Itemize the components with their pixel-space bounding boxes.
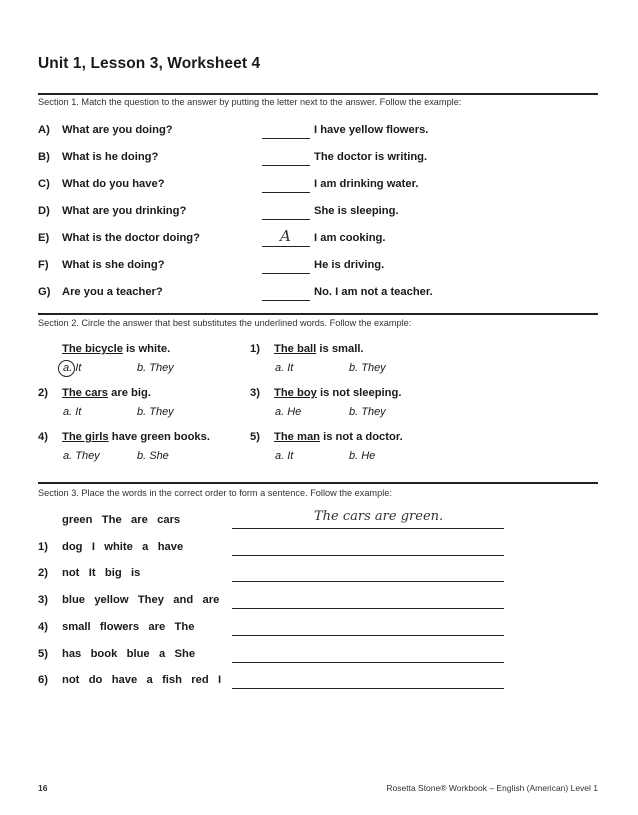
substitution-item — [38, 431, 210, 443]
example-answer-circle — [58, 360, 75, 377]
item-number: 4) — [38, 431, 48, 443]
item-number: 5) — [250, 431, 260, 443]
sentence-answer-line[interactable] — [232, 592, 504, 609]
sentence-answer-line[interactable] — [232, 539, 504, 556]
section1-instruction: Section 1. Match the question to the answer by putting the letter next to the answer. Follow the example: — [38, 97, 462, 107]
scrambled-row — [38, 567, 140, 579]
item-number: 1) — [38, 541, 48, 553]
question-row — [38, 151, 158, 163]
question-row — [38, 178, 165, 190]
option-b[interactable]: b. They — [349, 406, 386, 418]
option-b[interactable]: b. They — [137, 406, 174, 418]
question-text: What is the doctor doing? — [62, 232, 200, 244]
scrambled-words: small flowers are The — [62, 621, 195, 633]
answer-text: I have yellow flowers. — [314, 124, 429, 136]
option-a[interactable]: a. It — [275, 450, 294, 462]
scrambled-words: has book blue a She — [62, 648, 196, 660]
question-text: Are you a teacher? — [62, 286, 163, 298]
answer-blank[interactable] — [262, 124, 310, 139]
underlined-words: The man — [274, 431, 321, 443]
underlined-words: The boy — [274, 387, 317, 399]
underlined-words: The ball — [274, 343, 317, 355]
sentence-rest: is not a doctor. — [320, 431, 403, 443]
scrambled-row — [38, 621, 194, 633]
question-letter: F) — [38, 259, 49, 271]
question-row — [38, 205, 186, 217]
answer-blank[interactable] — [262, 286, 310, 301]
section3-instruction: Section 3. Place the words in the correct order to form a sentence. Follow the example: — [38, 488, 392, 498]
section1-divider — [38, 93, 598, 95]
scrambled-words: blue yellow They and are — [62, 594, 220, 606]
scrambled-words: green The are cars — [62, 514, 181, 526]
sentence-answer-line[interactable] — [232, 672, 504, 689]
sentence-answer-line[interactable] — [232, 619, 504, 636]
answer-text: I am drinking water. — [314, 178, 419, 190]
option-b[interactable]: b. She — [137, 450, 169, 462]
item-number: 2) — [38, 567, 48, 579]
item-number: 6) — [38, 674, 48, 686]
answer-blank[interactable] — [262, 178, 310, 193]
handwritten-letter: A — [280, 227, 291, 245]
scrambled-words: dog I white a have — [62, 541, 184, 553]
question-text: What is he doing? — [62, 151, 159, 163]
sentence-rest: are big. — [108, 387, 151, 399]
sentence-rest: is white. — [122, 343, 171, 355]
section3-divider — [38, 482, 598, 484]
sentence-rest: is small. — [316, 343, 364, 355]
sentence-answer-line[interactable] — [232, 646, 504, 663]
substitution-item — [38, 343, 170, 355]
scrambled-row — [38, 594, 219, 606]
question-text: What do you have? — [62, 178, 165, 190]
substitution-item — [250, 343, 364, 355]
scrambled-row — [38, 514, 180, 526]
sentence-rest: have green books. — [108, 431, 210, 443]
question-letter: G) — [38, 286, 51, 298]
question-letter: B) — [38, 151, 50, 163]
item-number: 3) — [38, 594, 48, 606]
publisher-credit: Rosetta Stone® Workbook – English (American) Level 1 — [386, 783, 598, 793]
item-number: 1) — [250, 343, 260, 355]
question-row — [38, 232, 200, 244]
page-number: 16 — [38, 783, 48, 793]
page-title: Unit 1, Lesson 3, Worksheet 4 — [38, 55, 261, 72]
question-text: What are you drinking? — [62, 205, 187, 217]
question-letter: C) — [38, 178, 50, 190]
option-b[interactable]: b. They — [137, 362, 174, 374]
item-number: 5) — [38, 648, 48, 660]
answer-text: No. I am not a teacher. — [314, 286, 433, 298]
scrambled-words: not do have a fish red I — [62, 674, 222, 686]
underlined-words: The girls — [62, 431, 109, 443]
scrambled-row — [38, 674, 221, 686]
option-a[interactable]: a. They — [63, 450, 100, 462]
item-number: 2) — [38, 387, 48, 399]
question-text: What is she doing? — [62, 259, 165, 271]
question-letter: E) — [38, 232, 50, 244]
item-number: 4) — [38, 621, 48, 633]
section2-instruction: Section 2. Circle the answer that best substitutes the underlined words. Follow the example: — [38, 318, 412, 328]
option-b[interactable]: b. They — [349, 362, 386, 374]
scrambled-row — [38, 648, 195, 660]
answer-blank[interactable] — [262, 205, 310, 220]
option-a[interactable]: a. It — [63, 406, 82, 418]
section2-divider — [38, 313, 598, 315]
sentence-answer-line[interactable] — [232, 565, 504, 582]
answer-text: He is driving. — [314, 259, 385, 271]
answer-blank[interactable] — [262, 151, 310, 166]
answer-blank[interactable] — [262, 259, 310, 274]
underlined-words: The cars — [62, 387, 109, 399]
answer-text: She is sleeping. — [314, 205, 399, 217]
scrambled-words: not It big is — [62, 567, 141, 579]
substitution-item — [250, 431, 403, 443]
question-row — [38, 286, 163, 298]
question-letter: A) — [38, 124, 50, 136]
option-a[interactable]: a. It — [275, 362, 294, 374]
question-letter: D) — [38, 205, 50, 217]
option-a[interactable]: a. He — [275, 406, 302, 418]
item-number: 3) — [250, 387, 260, 399]
question-row — [38, 259, 165, 271]
question-row — [38, 124, 173, 136]
substitution-item — [250, 387, 401, 399]
scrambled-row — [38, 541, 183, 553]
answer-text: I am cooking. — [314, 232, 386, 244]
question-text: What are you doing? — [62, 124, 173, 136]
option-b[interactable]: b. He — [349, 450, 376, 462]
answer-blank[interactable] — [262, 227, 310, 247]
substitution-item — [38, 387, 151, 399]
underlined-words: The bicycle — [62, 343, 123, 355]
handwritten-answer: The cars are green. — [314, 509, 444, 524]
sentence-rest: is not sleeping. — [316, 387, 402, 399]
option-a[interactable]: a. It — [63, 362, 82, 374]
sentence-answer-line[interactable] — [232, 509, 504, 529]
answer-text: The doctor is writing. — [314, 151, 428, 163]
